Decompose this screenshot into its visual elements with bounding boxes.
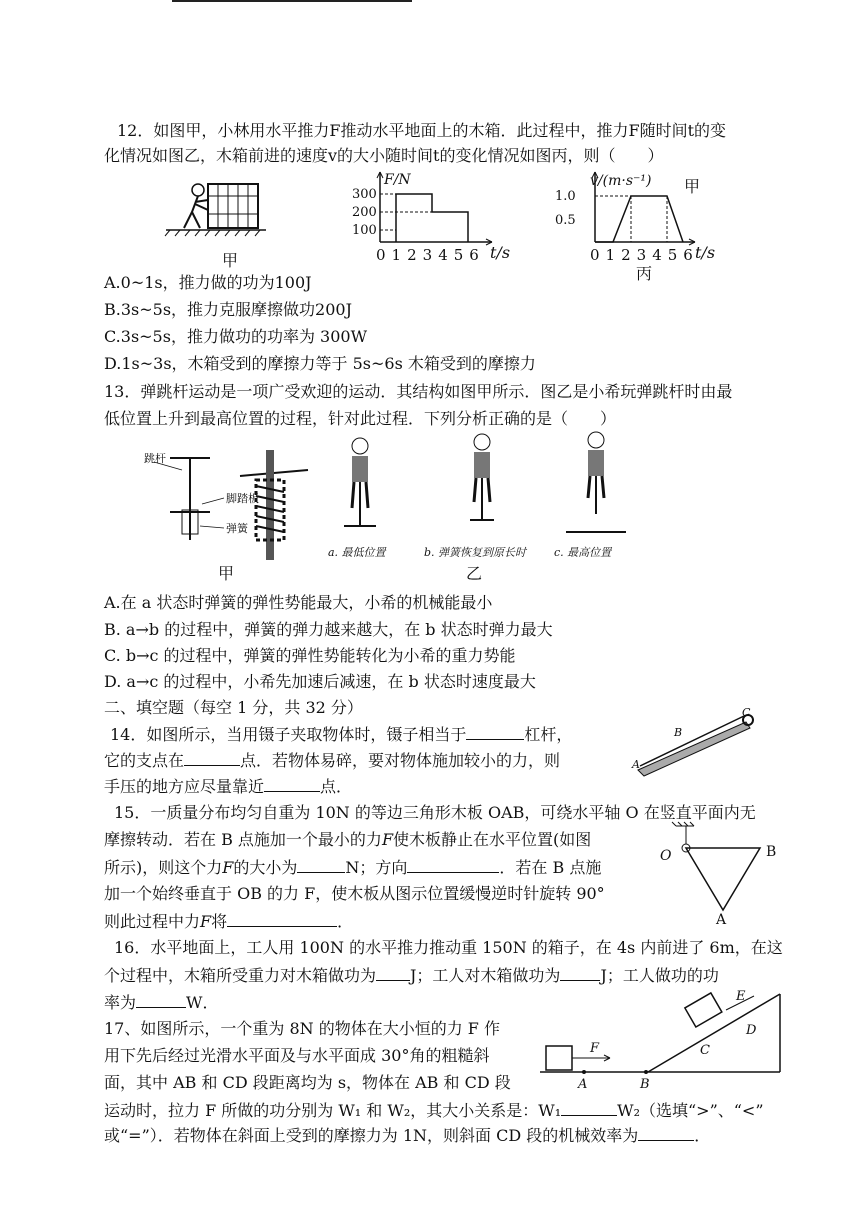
label-tanhuang: 弹簧 bbox=[226, 522, 248, 535]
graph-f-ytick-200: 200 bbox=[352, 205, 377, 220]
q16-line3: 率为 W． bbox=[104, 993, 219, 1012]
q12-option-b: B.3s~5s，推力克服摩擦做功200J bbox=[104, 300, 352, 319]
triangle-label-b: B bbox=[766, 844, 777, 860]
graph-f-ylabel: F/N bbox=[384, 172, 411, 188]
q13-option-c: C. b→c 的过程中，弹簧的弹性势能转化为小希的重力势能 bbox=[104, 646, 516, 665]
graph-v-xticks: 0123456 bbox=[590, 246, 699, 264]
q15-line2: 摩擦转动．若在 B 点施加一个最小的力F使木板静止在水平位置(如图 bbox=[104, 830, 592, 849]
q14-line3: 手压的地方应尽量靠近 点． bbox=[104, 777, 353, 796]
q13-line2: 低位置上升到最高位置的过程，针对此过程．下列分析正确的是（ ） bbox=[104, 409, 617, 428]
incline-label-d: D bbox=[746, 1023, 757, 1038]
q12-fig-right-label: 甲 bbox=[684, 177, 701, 196]
q14-line2: 它的支点在 点．若物体易碎，要对物体施加较小的力，则 bbox=[104, 751, 561, 770]
graph-v-xlabel: t/s bbox=[695, 243, 716, 262]
figure-pogo-sequence bbox=[330, 436, 630, 546]
incline-label-e: E bbox=[736, 989, 746, 1004]
pogo-pose-c bbox=[566, 432, 626, 532]
tweezers-label-a: A bbox=[632, 758, 640, 771]
label-tiaogan: 跳杆 bbox=[144, 452, 166, 465]
q12-line2: 化情况如图乙，木箱前进的速度v的大小随时间t的变化情况如图丙，则（ ） bbox=[104, 146, 664, 165]
incline-label-a: A bbox=[578, 1077, 588, 1092]
section-2-heading: 二、填空题（每空 1 分，共 32 分） bbox=[104, 698, 363, 717]
incline-label-b: B bbox=[640, 1077, 650, 1092]
q13-fig-jia-label: 甲 bbox=[218, 564, 235, 583]
figure-triangle-board bbox=[656, 822, 796, 928]
q17-line3: 面，其中 AB 和 CD 段距离均为 s，物体在 AB 和 CD 段 bbox=[104, 1073, 511, 1092]
q14-line1: 14．如图所示，当用镊子夹取物体时，镊子相当于 杠杆， bbox=[110, 725, 573, 744]
graph-v-ytick-05: 0.5 bbox=[555, 213, 576, 228]
top-rule bbox=[172, 0, 412, 2]
incline-label-f: F bbox=[590, 1041, 600, 1056]
q17-line4: 运动时，拉力 F 所做的功分别为 W₁ 和 W₂，其大小关系是：W₁ W₂（选填“>”、“<” bbox=[104, 1101, 764, 1120]
triangle-label-a: A bbox=[716, 912, 727, 928]
caption-b: b. 弹簧恢复到原长时 bbox=[424, 546, 527, 559]
q17-line1: 17、如图所示，一个重为 8N 的物体在大小恒的力 F 作 bbox=[104, 1019, 500, 1038]
q15-line5: 则此过程中力F将 ． bbox=[104, 912, 354, 931]
graph-f-ytick-100: 100 bbox=[352, 223, 377, 238]
q16-line1: 16．水平地面上，工人用 100N 的水平推力推动重 150N 的箱子，在 4s 内前进了 6m，在这 bbox=[114, 938, 783, 957]
q16-line2: 个过程中，木箱所受重力对木箱做功为 J；工人对木箱做功为 J；工人做功的功 bbox=[104, 966, 719, 985]
q12-line1: 12．如图甲，小林用水平推力F推动水平地面上的木箱．此过程中，推力F随时间t的变 bbox=[117, 121, 726, 140]
incline-label-c: C bbox=[700, 1043, 710, 1058]
pogo-pose-b bbox=[470, 434, 494, 520]
q13-line1: 13．弹跳杆运动是一项广受欢迎的运动．其结构如图甲所示．图乙是小希玩弹跳杆时由最 bbox=[104, 382, 733, 401]
caption-c: c. 最高位置 bbox=[554, 546, 612, 559]
pogo-pose-a bbox=[344, 438, 376, 526]
label-jiaotaban: 脚踏板 bbox=[226, 492, 259, 505]
q13-option-b: B. a→b 的过程中，弹簧的弹力越来越大，在 b 状态时弹力最大 bbox=[104, 620, 553, 639]
figure-incline-plane bbox=[540, 989, 790, 1094]
q17-line2: 用下先后经过光滑水平面及与水平面成 30°角的粗糙斜 bbox=[104, 1046, 490, 1065]
tweezers-label-c: C bbox=[742, 706, 751, 719]
caption-a: a. 最低位置 bbox=[328, 546, 386, 559]
q17-line5: 或“=”）．若物体在斜面上受到的摩擦力为 1N，则斜面 CD 段的机械效率为 ． bbox=[104, 1126, 711, 1145]
q12-option-d: D.1s~3s，木箱受到的摩擦力等于 5s~6s 木箱受到的摩擦力 bbox=[104, 354, 536, 373]
q15-line4: 加一个始终垂直于 OB 的力 F，使木板从图示位置缓慢逆时针旋转 90° bbox=[104, 884, 605, 903]
figure-pogo-stick bbox=[140, 440, 320, 560]
triangle-label-o: O bbox=[660, 848, 672, 864]
q15-line1: 15．一质量分布均匀自重为 10N 的等边三角形木板 OAB，可绕水平轴 O 在竖直平面内无 bbox=[114, 803, 756, 822]
q12-fig-bing-label: 丙 bbox=[636, 264, 653, 283]
figure-tweezers bbox=[630, 706, 760, 776]
q13-option-a: A.在 a 状态时弹簧的弹性势能最大，小希的机械能最小 bbox=[104, 593, 493, 612]
graph-f-xticks: 0123456 bbox=[376, 246, 485, 264]
figure-box-push bbox=[162, 176, 272, 242]
graph-v-ytick-1: 1.0 bbox=[555, 189, 576, 204]
q15-line3: 所示)，则这个力F的大小为 N；方向 ．若在 B 点施 bbox=[104, 858, 602, 877]
tweezers-label-b: B bbox=[674, 726, 683, 739]
q13-fig-yi-label: 乙 bbox=[466, 564, 483, 583]
q12-fig-jia-label: 甲 bbox=[222, 251, 239, 270]
q13-option-d: D. a→c 的过程中，小希先加速后减速，在 b 状态时速度最大 bbox=[104, 672, 536, 691]
q12-option-a: A.0~1s，推力做的功为100J bbox=[104, 273, 312, 292]
graph-v-ylabel: v/(m·s⁻¹) bbox=[590, 173, 652, 189]
q12-option-c: C.3s~5s，推力做功的功率为 300W bbox=[104, 327, 368, 346]
graph-f-xlabel: t/s bbox=[490, 243, 511, 262]
graph-f-ytick-300: 300 bbox=[352, 187, 377, 202]
